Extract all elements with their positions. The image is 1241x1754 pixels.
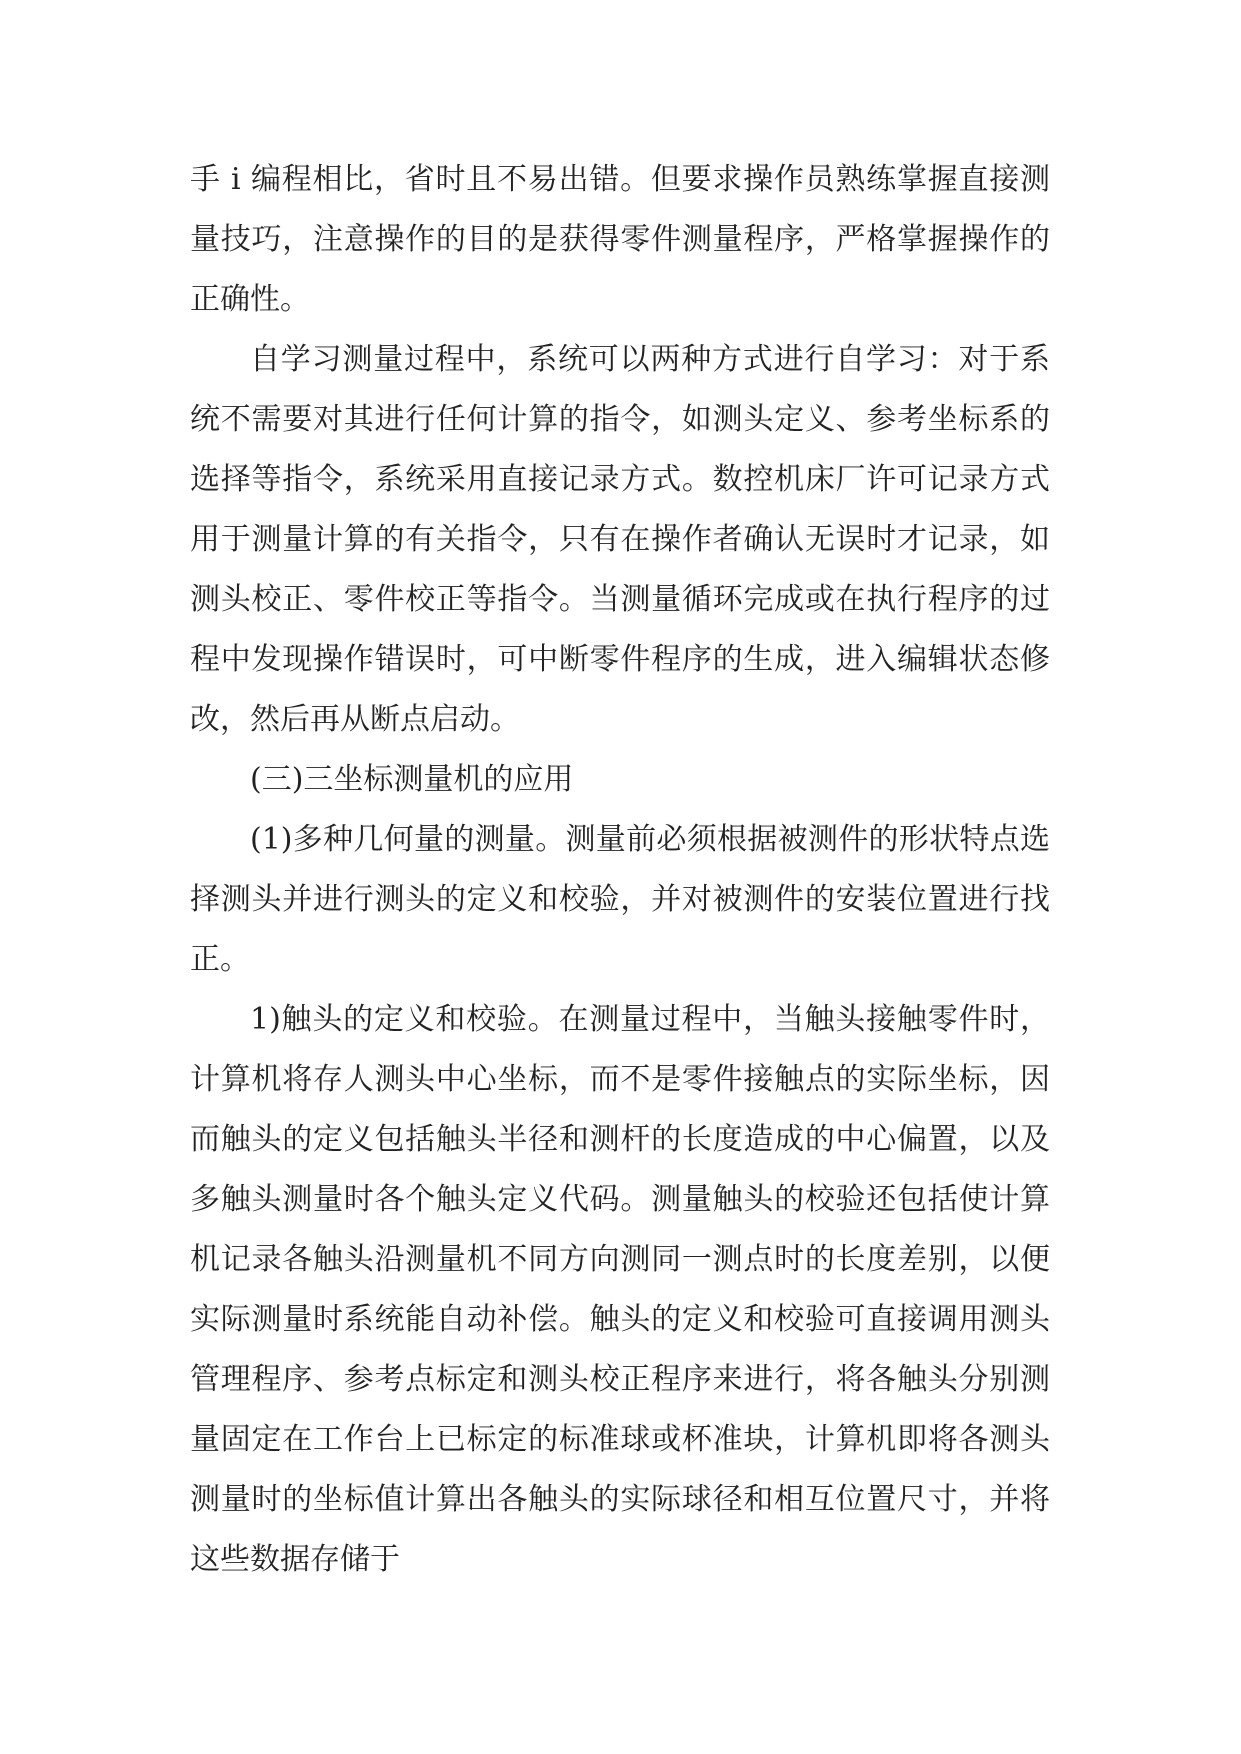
paragraph-2: 自学习测量过程中，系统可以两种方式进行自学习：对于系统不需要对其进行任何计算的指令，如测头定义、参考坐标系的选择等指令，系统采用直接记录方式。数控机床厂许可记录方式用于测量计算的有关指令，只有在操作者确认无误时才记录，如测头校正、零件校正等指令。当测量循环完成或在执行程序的过程中发现操作错误时，可中断零件程序的生成，进入编辑状态修改，然后再从断点启动。 [190,342,1050,737]
paragraph-4: 1)触头的定义和校验。在测量过程中，当触头接触零件时，计算机将存人测头中心坐标，而不是零件接触点的实际坐标，因而触头的定义包括触头半径和测杆的长度造成的中心偏置，以及多触头测量时各个触头定义代码。测量触头的校验还包括使计算机记录各触头沿测量机不同方向测同一测点时的长度差别，以便实际测量时系统能自动补偿。触头的定义和校验可直接调用测头管理程序、参考点标定和测头校正程序来进行，将各触头分别测量固定在工作台上已标定的标准球或杯准块，计算机即将各测头测量时的坐标值计算出各触头的实际球径和相互位置尺寸，并将这些数据存储于 [190,1002,1050,1577]
section-heading: (三)三坐标测量机的应用 [250,762,574,797]
body-text [190,150,1050,1590]
paragraph-1: 手 i 编程相比，省时且不易出错。但要求操作员熟练掌握直接测量技巧，注意操作的目的是获得零件测量程序，严格掌握操作的正确性。 [190,162,1050,317]
paragraph-3: (1)多种几何量的测量。测量前必须根据被测件的形状特点选择测头并进行测头的定义和校验，并对被测件的安装位置进行找正。 [190,822,1050,977]
